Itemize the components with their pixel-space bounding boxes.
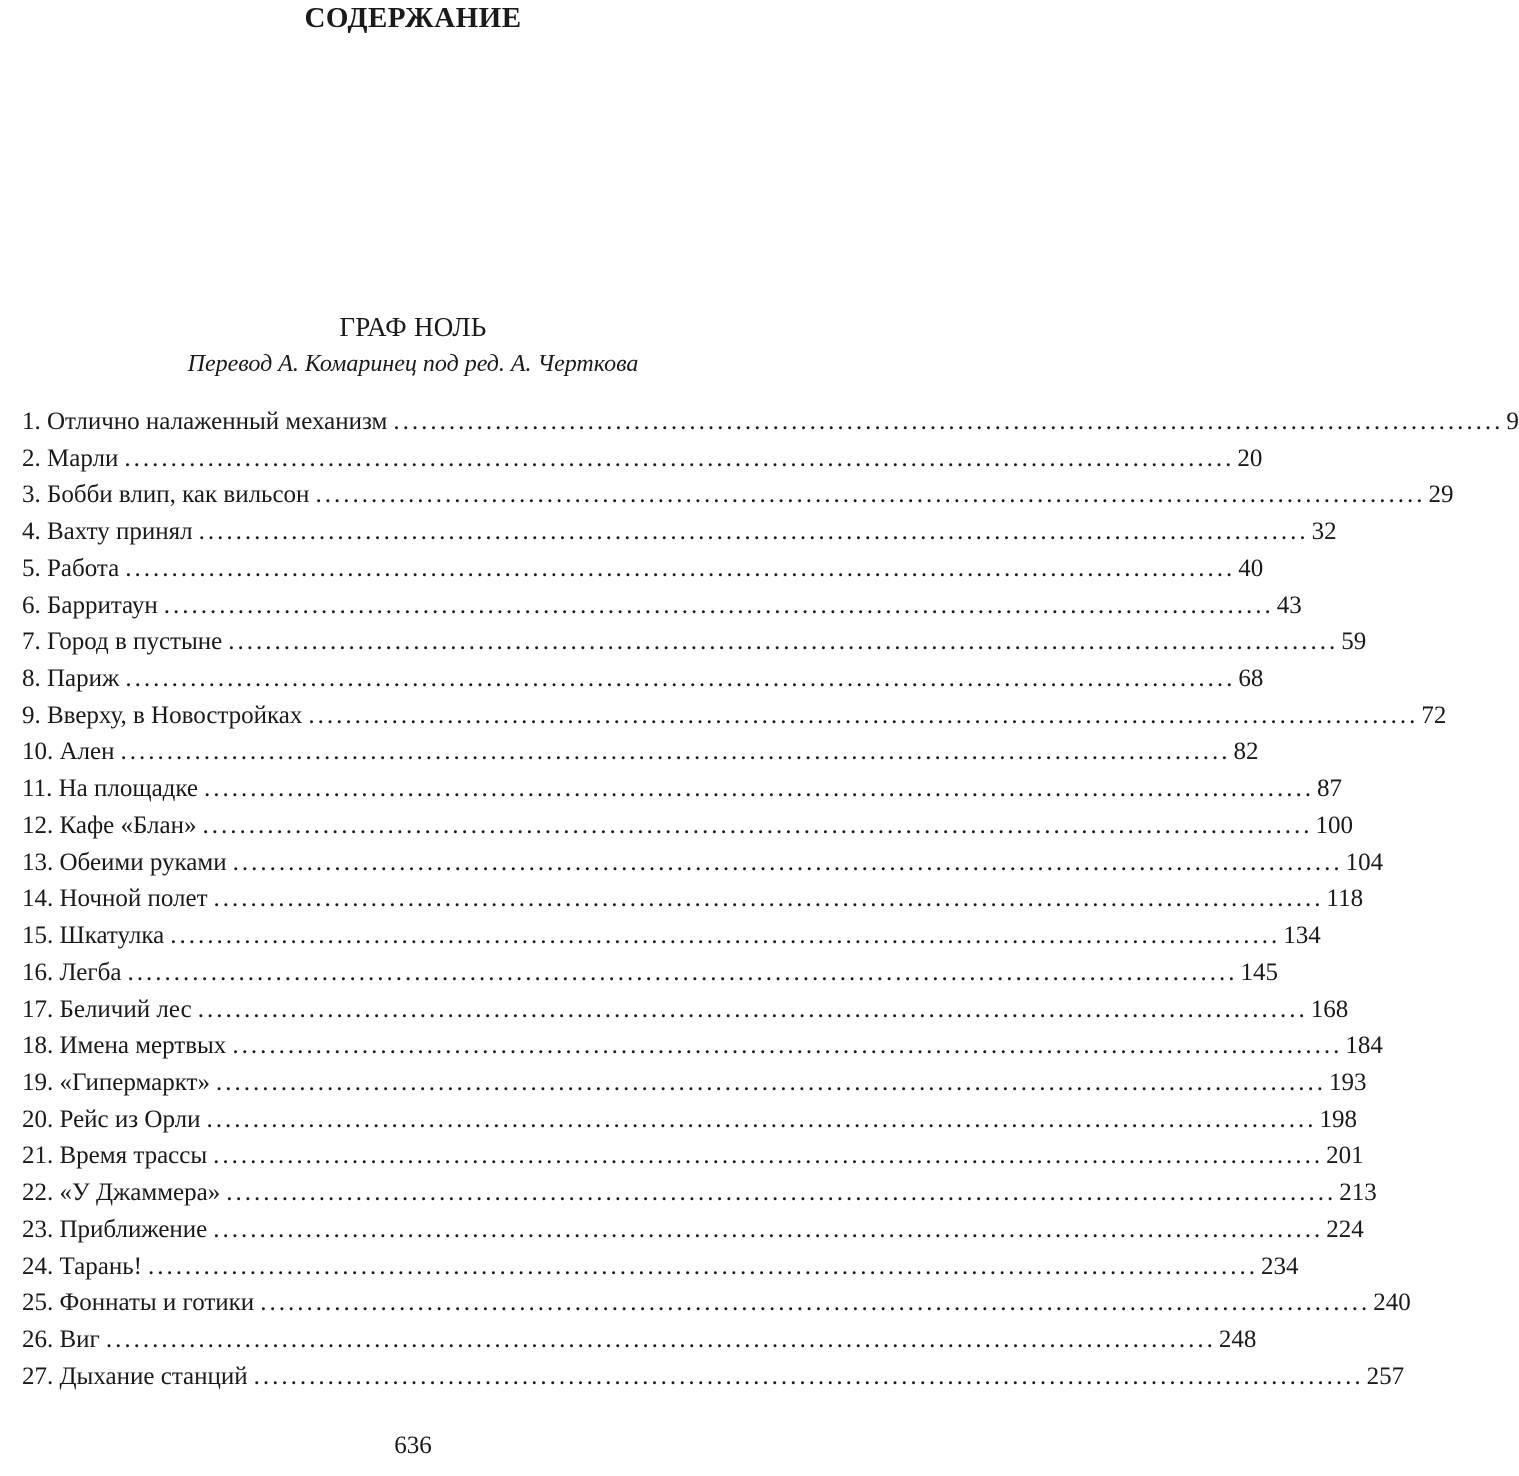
toc-entry-title: 17. Беличий лес <box>22 995 192 1023</box>
dot-leader: ........................................................................................................................ <box>197 995 1308 1023</box>
dot-leader: ........................................................................................................................ <box>125 554 1236 582</box>
dot-leader: ........................................................................................................................ <box>213 885 1324 913</box>
toc-entry-title: 8. Париж <box>22 665 120 693</box>
toc-entry-title: 7. Город в пустыне <box>22 628 223 656</box>
toc-entry-title: 4. Вахту принял <box>22 518 193 546</box>
toc-entry[interactable] <box>22 551 1264 588</box>
toc-entry[interactable] <box>22 1102 1357 1139</box>
toc-entry-title: 27. Дыхание станций <box>22 1362 248 1390</box>
toc-entry[interactable] <box>22 734 1259 771</box>
toc-entry-title: 26. Виг <box>22 1325 100 1353</box>
toc-entry[interactable] <box>22 1359 1405 1396</box>
toc-entry-title: 11. На площадке <box>22 775 199 803</box>
toc-entry-page: 213 <box>1339 1179 1377 1207</box>
toc-entry-page: 20 <box>1237 444 1263 472</box>
toc-entry[interactable] <box>22 1212 1364 1249</box>
toc-entry-title: 13. Обеими руками <box>22 848 227 876</box>
toc-entry-title: 15. Шкатулка <box>22 922 165 950</box>
toc-entry-title: 25. Фоннаты и готики <box>22 1289 255 1317</box>
toc-entry-page: 59 <box>1341 628 1367 656</box>
toc-entry-page: 198 <box>1319 1105 1357 1133</box>
toc-entry-page: 43 <box>1276 591 1302 619</box>
toc-entry[interactable] <box>22 441 1263 478</box>
toc-entry[interactable] <box>22 881 1364 918</box>
dot-leader: ........................................................................................................................ <box>226 1179 1337 1207</box>
toc-entry-title: 22. «У Джаммера» <box>22 1179 221 1207</box>
dot-leader: ........................................................................................................................ <box>127 958 1238 986</box>
toc-entry-title: 14. Ночной полет <box>22 885 208 913</box>
toc-entry-page: 224 <box>1326 1215 1364 1243</box>
toc-entry-title: 20. Рейс из Орли <box>22 1105 201 1133</box>
translator-credit: Перевод А. Комаринец под ред. А. Черткова <box>187 351 639 377</box>
dot-leader: ........................................................................................................................ <box>163 591 1274 619</box>
contents-heading: СОДЕРЖАНИЕ <box>304 2 522 34</box>
toc-entry-page: 248 <box>1218 1325 1257 1353</box>
toc-entry-page: 100 <box>1315 811 1353 839</box>
toc-entry[interactable] <box>22 1285 1411 1322</box>
toc-entry[interactable] <box>22 808 1353 845</box>
toc-entry[interactable] <box>22 845 1384 882</box>
dot-leader: ........................................................................................................................ <box>393 408 1504 435</box>
dot-leader: ........................................................................................................................ <box>125 665 1236 693</box>
toc-entry-title: 6. Барритаун <box>22 591 158 619</box>
toc-entry[interactable] <box>22 918 1321 955</box>
toc-entry-page: 145 <box>1240 958 1278 986</box>
toc-entry[interactable] <box>22 1065 1367 1102</box>
dot-leader: ........................................................................................................................ <box>232 848 1343 876</box>
toc-entry[interactable] <box>22 698 1447 735</box>
dot-leader: ........................................................................................................................ <box>253 1362 1364 1390</box>
dot-leader: ........................................................................................................................ <box>315 481 1426 509</box>
toc-entry-page: 257 <box>1366 1362 1405 1390</box>
toc-entry-page: 82 <box>1233 738 1259 766</box>
toc-entry-page: 193 <box>1328 1068 1367 1096</box>
dot-leader: ........................................................................................................................ <box>206 1105 1317 1133</box>
toc-entry-title: 24. Тарань! <box>22 1252 142 1280</box>
dot-leader: ........................................................................................................................ <box>308 701 1419 729</box>
toc-entry-title: 9. Вверху, в Новостройках <box>22 701 303 729</box>
toc-entry-page: 68 <box>1238 665 1264 693</box>
toc-entry-page: 168 <box>1310 995 1349 1023</box>
toc-entry[interactable] <box>22 992 1349 1029</box>
toc-entry[interactable] <box>22 661 1264 698</box>
toc-entry-title: 10. Ален <box>22 738 115 766</box>
dot-leader: ........................................................................................................................ <box>147 1252 1258 1280</box>
toc-entry-page: 234 <box>1260 1252 1299 1280</box>
table-of-contents <box>22 404 1519 1395</box>
part-title: ГРАФ НОЛЬ <box>339 312 487 342</box>
dot-leader: ........................................................................................................................ <box>170 922 1281 950</box>
toc-entry[interactable] <box>22 1249 1299 1286</box>
toc-entry-title: 1. Отлично налаженный механизм <box>22 408 388 435</box>
toc-entry-page: 118 <box>1326 885 1364 913</box>
toc-entry-page: 29 <box>1428 481 1454 509</box>
page-number: 636 <box>394 1432 432 1459</box>
dot-leader: ........................................................................................................................ <box>215 1068 1326 1096</box>
toc-entry-title: 21. Время трассы <box>22 1142 208 1170</box>
toc-entry-page: 184 <box>1345 1032 1383 1060</box>
dot-leader: ........................................................................................................................ <box>105 1325 1216 1353</box>
toc-entry-page: 32 <box>1311 518 1337 546</box>
toc-entry-page: 9 <box>1506 408 1519 435</box>
toc-entry-page: 104 <box>1345 848 1384 876</box>
dot-leader: ........................................................................................................................ <box>228 628 1339 656</box>
dot-leader: ........................................................................................................................ <box>202 811 1313 839</box>
toc-entry[interactable] <box>22 1322 1257 1359</box>
dot-leader: ........................................................................................................................ <box>120 738 1231 766</box>
toc-entry[interactable] <box>22 514 1337 551</box>
toc-entry-page: 240 <box>1373 1289 1411 1317</box>
toc-entry[interactable] <box>22 1138 1364 1175</box>
toc-entry-title: 16. Легба <box>22 958 122 986</box>
toc-entry-title: 5. Работа <box>22 554 120 582</box>
toc-entry[interactable] <box>22 624 1367 661</box>
toc-entry[interactable] <box>22 1175 1377 1212</box>
toc-entry-title: 12. Кафе «Блан» <box>22 811 197 839</box>
toc-entry-title: 18. Имена мертвых <box>22 1032 227 1060</box>
toc-entry-title: 2. Марли <box>22 444 119 472</box>
dot-leader: ........................................................................................................................ <box>213 1215 1324 1243</box>
toc-entry[interactable] <box>22 477 1454 514</box>
dot-leader: ........................................................................................................................ <box>213 1142 1324 1170</box>
toc-entry-page: 40 <box>1238 554 1264 582</box>
toc-entry[interactable] <box>22 1028 1383 1065</box>
toc-entry[interactable] <box>22 588 1302 625</box>
toc-entry-page: 134 <box>1283 922 1321 950</box>
toc-entry-page: 72 <box>1421 701 1447 729</box>
toc-entry-page: 87 <box>1317 775 1343 803</box>
dot-leader: ........................................................................................................................ <box>198 518 1309 546</box>
toc-entry[interactable] <box>22 404 1519 441</box>
dot-leader: ........................................................................................................................ <box>204 775 1315 803</box>
toc-entry-title: 3. Бобби влип, как вильсон <box>22 481 310 509</box>
toc-entry-page: 201 <box>1326 1142 1364 1170</box>
toc-entry-title: 19. «Гипермаркт» <box>22 1068 210 1096</box>
dot-leader: ........................................................................................................................ <box>232 1032 1343 1060</box>
dot-leader: ........................................................................................................................ <box>260 1289 1371 1317</box>
toc-entry[interactable] <box>22 771 1343 808</box>
dot-leader: ........................................................................................................................ <box>124 444 1235 472</box>
toc-entry-title: 23. Приближение <box>22 1215 208 1243</box>
toc-entry[interactable] <box>22 955 1278 992</box>
